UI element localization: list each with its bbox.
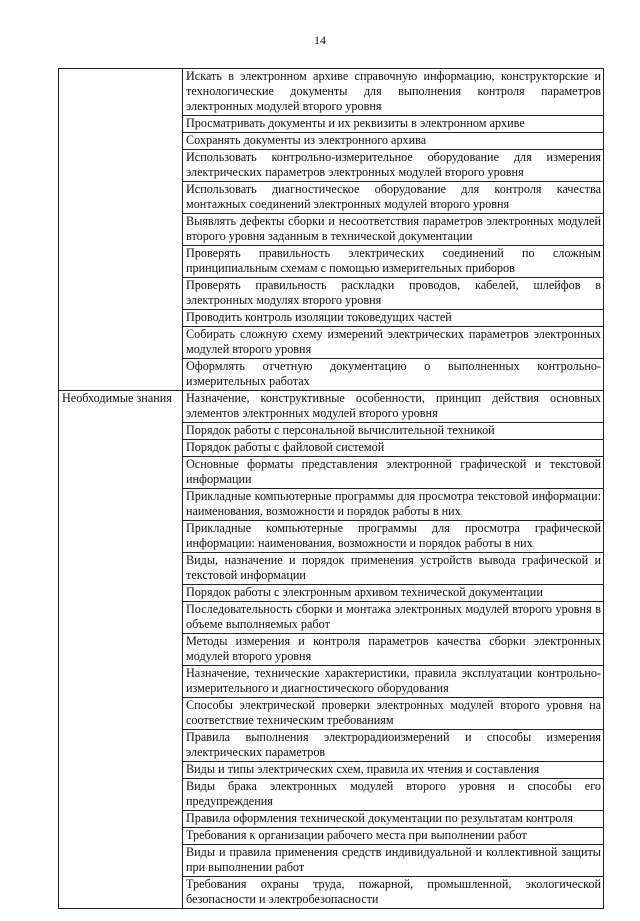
requirements-table-body <box>59 69 604 909</box>
table-cell <box>183 69 604 116</box>
requirement-text: Основные форматы представления электронной графической и текстовой информации <box>186 457 601 486</box>
requirement-text: Способы электрической проверки электронных модулей второго уровня на соответствие техническим требованиям <box>186 698 601 727</box>
requirement-text: Назначение, технические характеристики, правила эксплуатации контрольно-измерительного и диагностического оборудования <box>186 666 601 695</box>
requirement-text: Назначение, конструктивные особенности, принцип действия основных элементов электронных модулей второго уровня <box>186 391 601 420</box>
requirement-text: Прикладные компьютерные программы для просмотра текстовой информации: наименования, возможности и порядок работы в них <box>186 489 601 518</box>
page-number: 14 <box>314 33 326 47</box>
table-cell <box>183 730 604 762</box>
table-row <box>59 69 604 116</box>
requirement-text: Последовательность сборки и монтажа электронных модулей второго уровня в объеме выполняемых работ <box>186 602 601 631</box>
requirement-text: Виды, назначение и порядок применения устройств вывода графической и текстовой информации <box>186 553 601 582</box>
requirement-text: Проверять правильность электрических соединений по сложным принципиальным схемам с помощью измерительных приборов <box>186 246 601 275</box>
table-cell <box>183 634 604 666</box>
table-cell <box>183 845 604 877</box>
requirement-text: Правила выполнения электрорадиоизмерений и способы измерения электрических параметров <box>186 730 601 759</box>
requirement-text: Требования к организации рабочего места при выполнении работ <box>186 828 527 842</box>
table-cell <box>183 133 604 150</box>
table-cell <box>183 359 604 391</box>
table-cell <box>183 150 604 182</box>
table-cell <box>183 423 604 440</box>
table-cell <box>183 521 604 553</box>
table-cell <box>183 278 604 310</box>
table-cell <box>183 877 604 909</box>
table-cell <box>183 602 604 634</box>
table-cell <box>183 246 604 278</box>
requirement-text: Виды и типы электрических схем, правила их чтения и составления <box>186 762 540 776</box>
requirement-text: Правила оформления технической документации по результатам контроля <box>186 811 573 825</box>
table-cell <box>183 327 604 359</box>
requirement-text: Просматривать документы и их реквизиты в электронном архиве <box>186 116 525 130</box>
requirement-text: Выявлять дефекты сборки и несоответствия параметров электронных модулей второго уровня заданным в технической документации <box>186 214 601 243</box>
requirements-table <box>58 68 604 909</box>
requirement-text: Искать в электронном архиве справочную информацию, конструкторские и технологические документы для выполнения контроля параметров электронных модулей второго уровня <box>186 69 601 113</box>
requirement-text: Порядок работы с файловой системой <box>186 440 385 454</box>
table-cell <box>183 811 604 828</box>
table-cell <box>183 214 604 246</box>
table-cell <box>183 391 604 423</box>
table-cell <box>183 440 604 457</box>
requirement-text: Виды и правила применения средств индивидуальной и коллективной защиты при выполнении работ <box>186 845 601 874</box>
table-cell <box>183 585 604 602</box>
table-cell <box>183 116 604 133</box>
table-cell <box>183 457 604 489</box>
requirement-text: Методы измерения и контроля параметров качества сборки электронных модулей второго уровня <box>186 634 601 663</box>
table-cell <box>183 489 604 521</box>
requirement-text: Виды брака электронных модулей второго уровня и способы его предупреждения <box>186 779 601 808</box>
requirement-text: Порядок работы с персональной вычислительной техникой <box>186 423 495 437</box>
table-cell <box>183 553 604 585</box>
table-cell <box>183 310 604 327</box>
table-row <box>59 391 604 423</box>
requirement-text: Использовать диагностическое оборудование для контроля качества монтажных соединений электронных модулей второго уровня <box>186 182 601 211</box>
requirement-text: Проверять правильность раскладки проводов, кабелей, шлейфов в электронных модулях второго уровня <box>186 278 601 307</box>
requirement-text: Использовать контрольно-измерительное оборудование для измерения электрических параметров электронных модулей второго уровня <box>186 150 601 179</box>
table-cell <box>183 698 604 730</box>
requirement-text: Собирать сложную схему измерений электрических параметров электронных модулей второго уровня <box>186 327 601 356</box>
section-label <box>59 69 183 391</box>
requirement-text: Порядок работы с электронным архивом технической документации <box>186 585 543 599</box>
requirement-text: Проводить контроль изоляции токоведущих частей <box>186 310 452 324</box>
requirement-text: Прикладные компьютерные программы для просмотра графической информации: наименования, возможности и порядок работы в них <box>186 521 601 550</box>
table-cell <box>183 762 604 779</box>
table-cell <box>183 666 604 698</box>
table-cell <box>183 182 604 214</box>
requirement-text: Сохранять документы из электронного архива <box>186 133 427 147</box>
table-cell <box>183 828 604 845</box>
section-label: Необходимые знания <box>59 391 183 909</box>
requirement-text: Требования охраны труда, пожарной, промышленной, экологической безопасности и электробезопасности <box>186 877 601 906</box>
table-cell <box>183 779 604 811</box>
requirement-text: Оформлять отчетную документацию о выполненных контрольно-измерительных работах <box>186 359 601 388</box>
